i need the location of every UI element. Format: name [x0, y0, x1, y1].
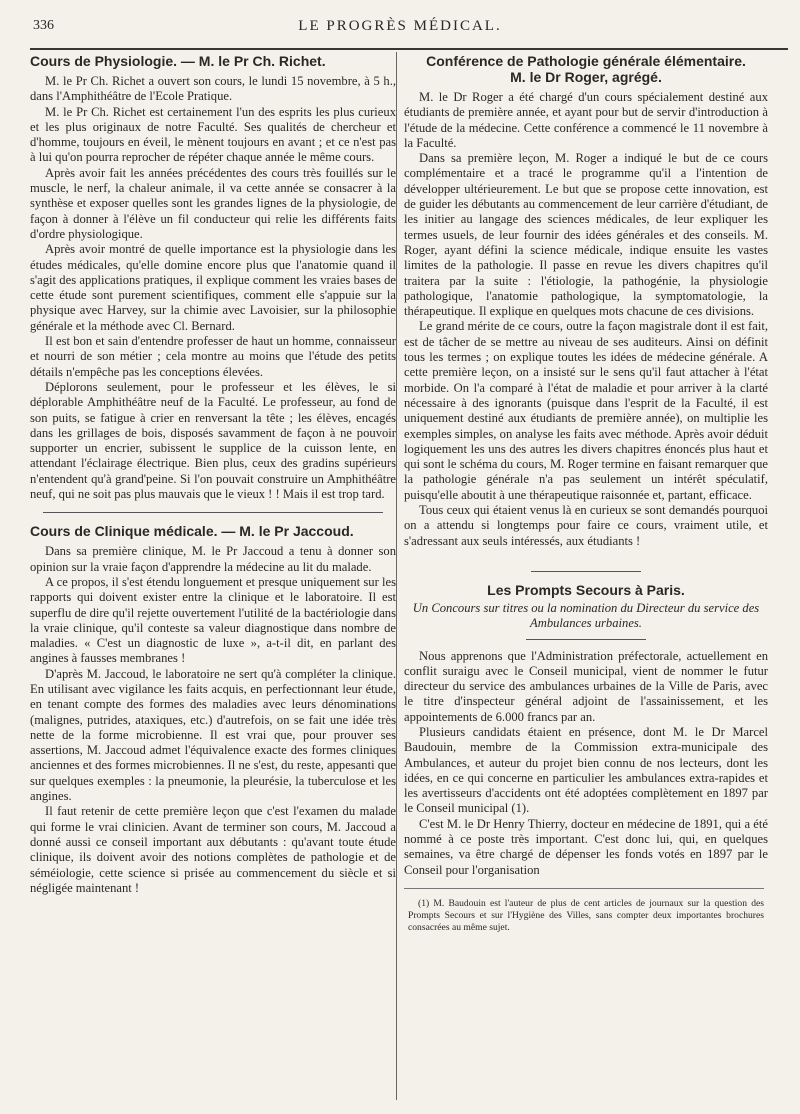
paragraph: C'est M. le Dr Henry Thierry, docteur en médecine de 1891, qui a été nommé à ce poste très important. C'est donc lui, qui, en quelques semaines, va être chargé de dépenser les fonds votés en 1897 par le Conseil pour l'organisation: [404, 816, 768, 877]
paragraph: M. le Pr Ch. Richet est certainement l'un des esprits les plus curieux et les plus originaux de notre Faculté. Ses qualités de chercheur et d'homme, toujours en éveil, le mènent toujours en avant ; et ce n'est pas à lui qu'on pourra reprocher de répéter chaque année le même cours.: [30, 104, 396, 165]
column-divider: [396, 52, 397, 1100]
paragraph: D'après M. Jaccoud, le laboratoire ne sert qu'à compléter la clinique. En utilisant avec vigilance les faits acquis, en perfectionnant leur étude, en tenant compte des formes des maladies avec leurs dénominations (malignes, putrides, ataxiques, etc.) d'autrefois, on se fait une idée très nette de la forme microbienne. Il est vrai que, pour prouver ses assertions, M. Jaccoud admet l'équivalence exacte des formes cliniques anciennes et des formes microbiennes. Il ne s'est, du reste, appesanti que sur quelques exemples : la pneumonie, la pleurésie, la tuberculose et les angines.: [30, 666, 396, 804]
header-rule: [30, 48, 788, 50]
paragraph: Plusieurs candidats étaient en présence, dont M. le Dr Marcel Baudouin, membre de la Commission extra-municipale des Ambulances, et auteur du projet bien connu de nos lecteurs, dont les idées, en ce qui concerne en particulier les ambulances extra-rapides et les avertisseurs d'accidents ont été adoptées complètement en 1897 par le Conseil municipal (1).: [404, 724, 768, 816]
running-head: [0, 8, 800, 48]
paragraph: Dans sa première clinique, M. le Pr Jaccoud a tenu à donner son opinion sur la vraie façon d'apprendre la médecine au lit du malade.: [30, 544, 396, 574]
paragraph: Le grand mérite de ce cours, outre la façon magistrale dont il est fait, est de tâcher de se mettre au niveau de ses auditeurs. Ainsi on définit tous les termes ; on explique toutes les idées de médecine générale. A cette première leçon, on a insisté sur le sens qu'il faut attacher à l'état morbide. On l'a comparé à l'état de maladie et pour arriver à la clarté nécessaire à des ignorants (puisque dans l'esprit de la Faculté, il est uniquement destiné aux étudiants de première année), on multiplie les exemples simples, on analyse les faits avec méthode. Après avoir déduit logiquement les uns des autres les divers chapitres énoncés plus haut et qui sont le schéma du cours, M. Roger termine en faisant remarquer que la pathologie générale n'a pas seulement un intérêt spéculatif, puisqu'elle aboutit à une thérapeutique raisonnée et, partant, efficace.: [404, 319, 768, 502]
paragraph: M. le Dr Roger a été chargé d'un cours spécialement destiné aux étudiants de première année, et ayant pour but de servir d'introduction à l'étude de la médecine. Cette conférence a commencé le 11 novembre à la Faculté.: [404, 90, 768, 150]
section-separator: [531, 571, 641, 572]
paragraph: A ce propos, il s'est étendu longuement et presque uniquement sur les rapports qui doivent exister entre la clinique et le laboratoire. Il est superflu de dire qu'il rejette ouvertement l'utilité de la bactériologie dans la vraie clinique, qu'il conteste sa valeur diagnostique dans nombre de maladies. « C'est un diagnostic de luxe », a-t-il dit, en parlant des angines à fausses membranes !: [30, 574, 396, 666]
clinical-course-title: Cours de Clinique médicale. — M. le Pr Jaccoud.: [30, 523, 354, 540]
footnote: (1) M. Baudouin est l'auteur de plus de cent articles de journaux sur la question des Prompts Secours et sur l'Hygiène des Villes, sans compter deux importantes brochures consacrées au même sujet.: [408, 897, 764, 933]
paragraph: M. le Pr Ch. Richet a ouvert son cours, le lundi 15 novembre, à 5 h., dans l'Amphithéâtre de l'Ecole Pratique.: [30, 74, 396, 104]
journal-title: LE PROGRÈS MÉDICAL.: [298, 18, 502, 34]
pathology-title-line2: M. le Dr Roger, agrégé.: [510, 69, 662, 85]
paragraph: Après avoir montré de quelle importance est la physiologie dans les études médicales, qu'elle domine encore plus que l'anatomie quand il s'agit des applications pratiques, il explique comment les vraies bases de cette étude sont purement scientifiques, comment elle s'appuie sur la physique avec Harvey, sur la chimie avec Lavoisier, sur la philosophie générale et la méthode avec Cl. Bernard.: [30, 242, 396, 333]
paragraph: Tous ceux qui étaient venus là en curieux se sont demandés pourquoi on a attendu si longtemps pour faire ce cours, vraiment utile, et s'adressant aux seuls intéressés, aux étudiants !: [404, 503, 768, 548]
subtitle-rule: [526, 639, 646, 640]
paragraph: Il faut retenir de cette première leçon que c'est l'examen du malade qui forme le vrai clinicien. Avant de terminer son cours, M. Jaccoud a donné aussi ce conseil important aux débutants : qu'avant toute étude clinique, ils doivent avoir des notions complètes de pathologie et de séméiologie, cette science si prisée au commencement du siècle et si négligée maintenant !: [30, 804, 396, 895]
page-number: 336: [33, 18, 54, 33]
paragraph: Nous apprenons que l'Administration préfectorale, actuellement en conflit suraigu avec le Conseil municipal, vient de nommer le futur directeur du service des ambulances urbaines de la Ville de Paris, avec le titre d'inspecteur général adjoint de l'assainissement, et les appointements de 6.000 francs par an.: [404, 648, 768, 724]
prompts-secours-title: [404, 571, 768, 598]
physiology-course-title: Cours de Physiologie. — M. le Pr Ch. Richet.: [30, 53, 326, 69]
left-column: [30, 53, 396, 896]
paragraph: Il est bon et sain d'entendre professer de haut un homme, connaisseur et nourri de son métier ; cela montre au moins que l'étude des petits détails n'empêche pas les conceptions élevées.: [30, 334, 396, 379]
pathology-title-line1: Conférence de Pathologie générale élémentaire.: [426, 53, 746, 69]
paragraph: Dans sa première leçon, M. Roger a indiqué le but de ce cours complémentaire et a tracé le programme qu'il a l'intention de développer ultérieurement. Le but que se propose cette innovation, est de guider les débutants au commencement de leur carrière d'étudiant, de les initier au langage des sciences médicales, de leur expliquer les termes usuels, de leur fournir des idées générales et des conseils. M. Roger, ayant défini la science médicale, indique ensuite les vastes limites de la pathologie. Il passe en revue les divers chapitres qu'il traitera par la suite : l'étiologie, la pathogénie, la physiologie pathologique, l'anatomie pathologique, la symptomatologie, la thérapeutique. Il explique en quelques mots chacune de ces divisions.: [404, 151, 768, 319]
paragraph: Déplorons seulement, pour le professeur et les élèves, le si déplorable Amphithéâtre neuf de la Faculté. Le professeur, au fond de son puits, se fatigue à crier en renversant la tête ; les élèves, encagés dans les grillages de bois, disposés savamment de façon à ne pouvoir supporter un encrier, subissent le supplice de la cuisson lente, en attendant l'éclairage électrique. Bien plus, ceux des gradins supérieurs n'entendent qu'à grand'peine. Si l'on pouvait construire un Amphithéâtre neuf, qui ne soit pas plus mauvais que le vieux ! ! Mais il est trop tard.: [30, 379, 396, 502]
pathology-conference-title: [404, 53, 768, 85]
section-separator: [43, 512, 383, 513]
prompts-secours-title-text: Les Prompts Secours à Paris.: [487, 581, 685, 598]
right-column: [404, 53, 768, 933]
footnote-rule: [404, 888, 764, 889]
paragraph: Après avoir fait les années précédentes des cours très fouillés sur le muscle, le nerf, la chaleur animale, il va cette année se consacrer à la synthèse et exposer quelles sont les grandes lignes de la physiologie, de façon à donner à l'élève un fil conducteur qui relie les différents faits d'ordre physiologique.: [30, 165, 396, 241]
prompts-secours-subtitle: Un Concours sur titres ou la nomination du Directeur du service des Ambulances urbaines.: [412, 600, 760, 631]
